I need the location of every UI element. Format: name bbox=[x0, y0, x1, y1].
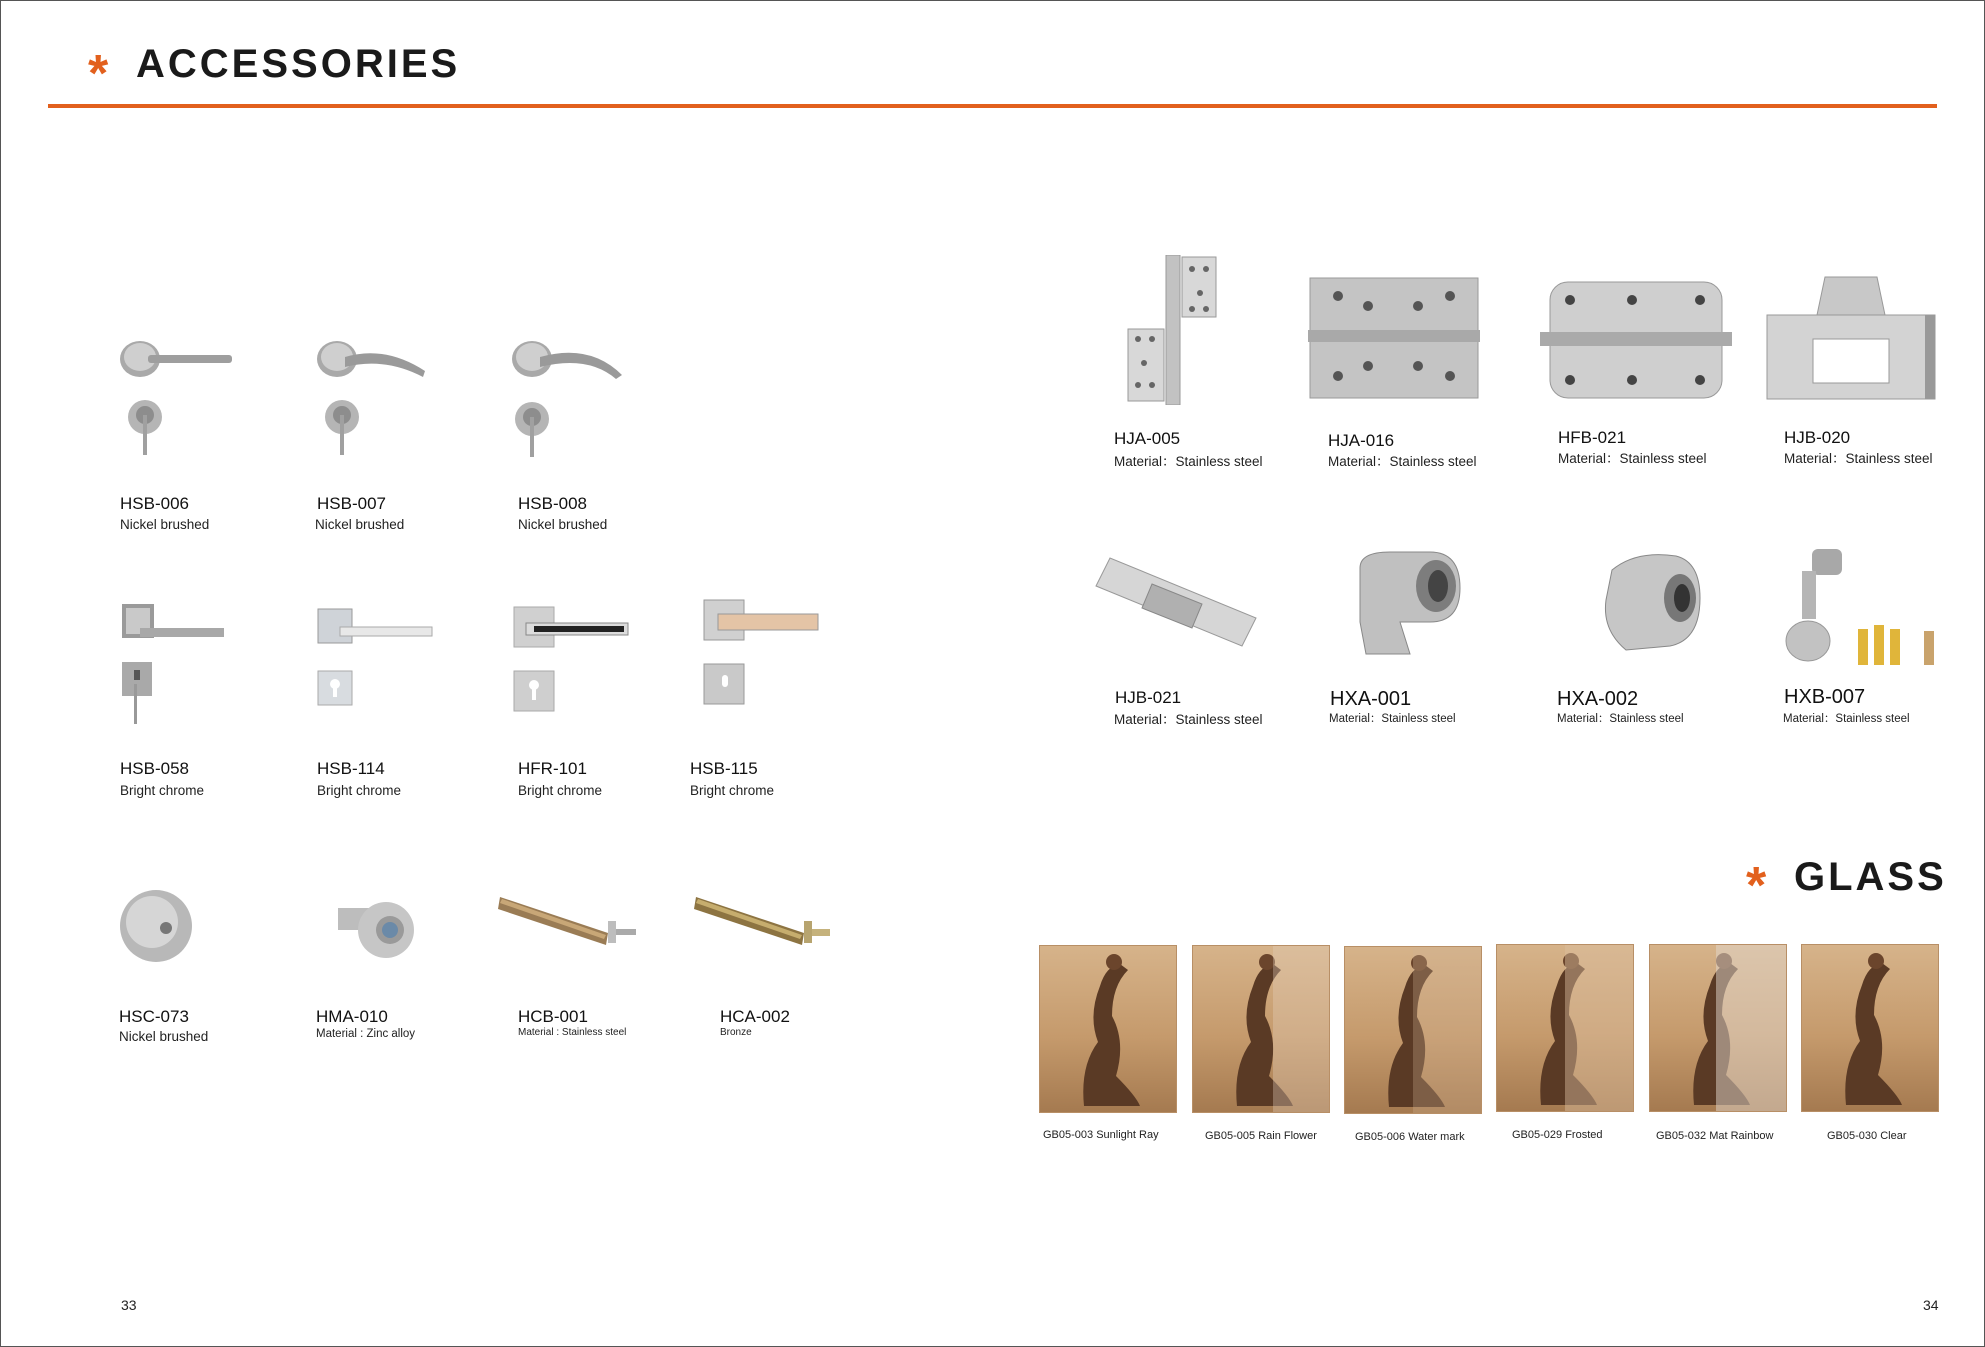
hxb-007-code: HXB-007 bbox=[1784, 686, 1866, 708]
hsb-114-finish: Bright chrome bbox=[317, 783, 402, 798]
glass-caption-6: GB05-030 Clear bbox=[1827, 1130, 1907, 1142]
hfb-021-code: HFB-021 bbox=[1558, 428, 1627, 447]
hja-005-image bbox=[1124, 255, 1224, 405]
hca-002-code: HCA-002 bbox=[720, 1007, 790, 1026]
glass-sample-mat-rainbow bbox=[1649, 944, 1787, 1112]
hjb-020-code: HJB-020 bbox=[1784, 428, 1851, 447]
accessories-title: ACCESSORIES bbox=[136, 42, 461, 86]
hcb-001-image bbox=[498, 893, 638, 953]
hsb-008-image bbox=[510, 335, 630, 475]
hxa-002-image bbox=[1596, 550, 1706, 660]
hja-005-finish: Material：Stainless steel bbox=[1114, 454, 1263, 469]
hxa-001-finish: Material：Stainless steel bbox=[1329, 713, 1456, 725]
hjb-020-finish: Material：Stainless steel bbox=[1784, 451, 1933, 466]
hsb-006-finish: Nickel brushed bbox=[120, 517, 210, 532]
hsb-115-finish: Bright chrome bbox=[690, 783, 775, 798]
glass-sample-clear bbox=[1801, 944, 1939, 1112]
glass-sample-sunlight-ray bbox=[1039, 945, 1177, 1113]
hsb-006-image bbox=[118, 335, 238, 475]
glass-title: GLASS bbox=[1794, 855, 1947, 899]
hja-016-code: HJA-016 bbox=[1328, 431, 1395, 450]
hsb-114-code: HSB-114 bbox=[317, 759, 385, 778]
hxa-002-code: HXA-002 bbox=[1557, 688, 1639, 710]
glass-sample-water-mark bbox=[1344, 946, 1482, 1114]
hxa-001-image bbox=[1350, 548, 1465, 658]
page-number-right: 34 bbox=[1923, 1297, 1939, 1313]
hfr-101-code: HFR-101 bbox=[518, 759, 587, 778]
hsb-115-image bbox=[702, 598, 822, 708]
hfb-021-image bbox=[1540, 280, 1732, 400]
accessories-star-icon: * bbox=[88, 45, 109, 103]
glass-sample-frosted bbox=[1496, 944, 1634, 1112]
hfb-021-finish: Material：Stainless steel bbox=[1558, 451, 1707, 466]
glass-caption-2: GB05-005 Rain Flower bbox=[1205, 1130, 1317, 1142]
hsb-115-code: HSB-115 bbox=[690, 759, 758, 778]
hsb-008-code: HSB-008 bbox=[518, 494, 587, 513]
hxb-007-finish: Material：Stainless steel bbox=[1783, 713, 1910, 725]
hsb-006-code: HSB-006 bbox=[120, 494, 189, 513]
glass-star-icon: * bbox=[1746, 857, 1767, 915]
hsb-058-image bbox=[120, 600, 230, 730]
hxa-002-finish: Material：Stainless steel bbox=[1557, 713, 1684, 725]
hca-002-image bbox=[694, 893, 834, 953]
hsb-114-image bbox=[316, 605, 436, 715]
hsc-073-code: HSC-073 bbox=[119, 1007, 189, 1026]
hjb-021-code: HJB-021 bbox=[1115, 688, 1182, 707]
hsb-007-finish: Nickel brushed bbox=[315, 517, 405, 532]
hfr-101-finish: Bright chrome bbox=[518, 783, 603, 798]
hfr-101-image bbox=[512, 605, 632, 715]
hma-010-finish: Material : Zinc alloy bbox=[316, 1028, 416, 1040]
hjb-021-finish: Material：Stainless steel bbox=[1114, 712, 1263, 727]
hsb-007-code: HSB-007 bbox=[317, 494, 386, 513]
hsb-007-image bbox=[315, 335, 435, 475]
glass-caption-5: GB05-032 Mat Rainbow bbox=[1656, 1130, 1774, 1142]
hma-010-image bbox=[330, 890, 420, 970]
hja-016-finish: Material：Stainless steel bbox=[1328, 454, 1477, 469]
hsb-008-finish: Nickel brushed bbox=[518, 517, 608, 532]
hjb-020-image bbox=[1765, 275, 1937, 403]
glass-caption-4: GB05-029 Frosted bbox=[1512, 1129, 1603, 1141]
hxa-001-code: HXA-001 bbox=[1330, 688, 1412, 710]
hsb-058-finish: Bright chrome bbox=[120, 783, 205, 798]
hcb-001-finish: Material : Stainless steel bbox=[518, 1027, 627, 1038]
hja-016-image bbox=[1308, 276, 1480, 400]
glass-sample-rain-flower bbox=[1192, 945, 1330, 1113]
glass-caption-3: GB05-006 Water mark bbox=[1355, 1131, 1465, 1143]
hsc-073-image bbox=[118, 888, 198, 968]
glass-caption-1: GB05-003 Sunlight Ray bbox=[1043, 1129, 1159, 1141]
hca-002-finish: Bronze bbox=[720, 1027, 752, 1038]
hsb-058-code: HSB-058 bbox=[120, 759, 189, 778]
hjb-021-image bbox=[1092, 556, 1262, 666]
hcb-001-code: HCB-001 bbox=[518, 1007, 588, 1026]
hja-005-code: HJA-005 bbox=[1114, 429, 1181, 448]
header-rule bbox=[48, 104, 1937, 108]
hsc-073-finish: Nickel brushed bbox=[119, 1029, 209, 1044]
hxb-007-image bbox=[1780, 545, 1940, 675]
page-number-left: 33 bbox=[121, 1297, 137, 1313]
hma-010-code: HMA-010 bbox=[316, 1007, 388, 1026]
